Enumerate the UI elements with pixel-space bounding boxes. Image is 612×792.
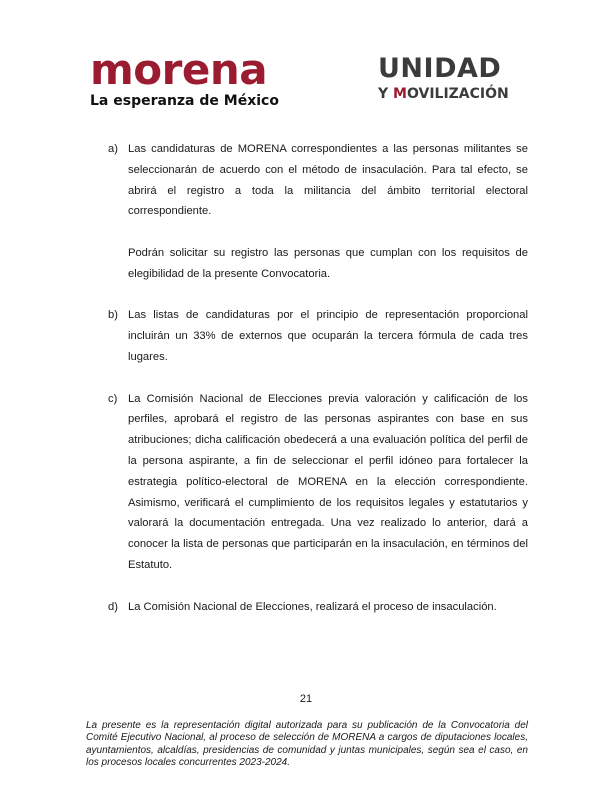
list-item-b [108, 305, 528, 367]
list-paragraph: Las candidaturas de MORENA correspondientes a las personas militantes se seleccionarán de acuerdo con el método de insaculación. Para tal efecto, se abrirá el registro a toda la militancia del ámbito territorial electoral correspondiente. [128, 143, 528, 218]
list-paragraph: Podrán solicitar su registro las personas que cumplan con los requisitos de elegibilidad de la presente Convocatoria. [128, 246, 528, 280]
list-item-c [108, 389, 528, 576]
list-item-d [108, 597, 528, 618]
lettered-list [108, 139, 528, 638]
movilizacion-accent-letter: M [393, 86, 407, 102]
morena-logo-word: morena [90, 45, 268, 94]
list-paragraph: La Comisión Nacional de Elecciones previa valoración y calificación de los perfiles, aprobará el registro de las personas aspirantes con base en sus atribuciones; dicha calificación obedecerá a una evaluación política del perfil de la persona aspirante, a fin de seleccionar el perfil idóneo para fortalecer la estrategia político-electoral de MORENA en la elección correspondiente. Asimismo, verificará el cumplimiento de los requisitos legales y estatutarios y valorará la documentación entregada. Una vez realizado lo anterior, dará a conocer la lista de personas que participarán en la insaculación, en términos del Estatuto. [128, 392, 528, 571]
list-item-a [108, 139, 528, 285]
morena-logo-tagline: La esperanza de México [90, 93, 279, 109]
unidad-movilizacion-logo [378, 54, 538, 103]
morena-logo [90, 45, 279, 110]
list-marker: b) [108, 309, 118, 322]
list-marker: c) [108, 392, 118, 405]
movilizacion-prefix: Y [378, 86, 394, 102]
unidad-logo-word: UNIDAD [378, 53, 502, 84]
list-marker: d) [108, 600, 118, 613]
footer-disclaimer: La presente es la representación digital autorizada para su publicación de la Convocatoria del Comité Ejecutivo Nacional, al proceso de selección de MORENA a cargos de diputaciones locales, ayuntamientos, alcaldías, presidencias de comunidad y juntas municipales, según sea el caso, en los procesos locales concurrentes 2023-2024. [86, 720, 528, 768]
page-number: 21 [299, 693, 313, 705]
list-marker: a) [108, 143, 118, 155]
movilizacion-logo-word [378, 85, 538, 103]
movilizacion-rest: OVILIZACIÓN [406, 86, 509, 102]
list-paragraph: Las listas de candidaturas por el principio de representación proporcional incluirán un 33% de externos que ocuparán la tercera fórmula de cada tres lugares. [128, 309, 528, 363]
list-paragraph: La Comisión Nacional de Elecciones, realizará el proceso de insaculación. [128, 600, 497, 613]
